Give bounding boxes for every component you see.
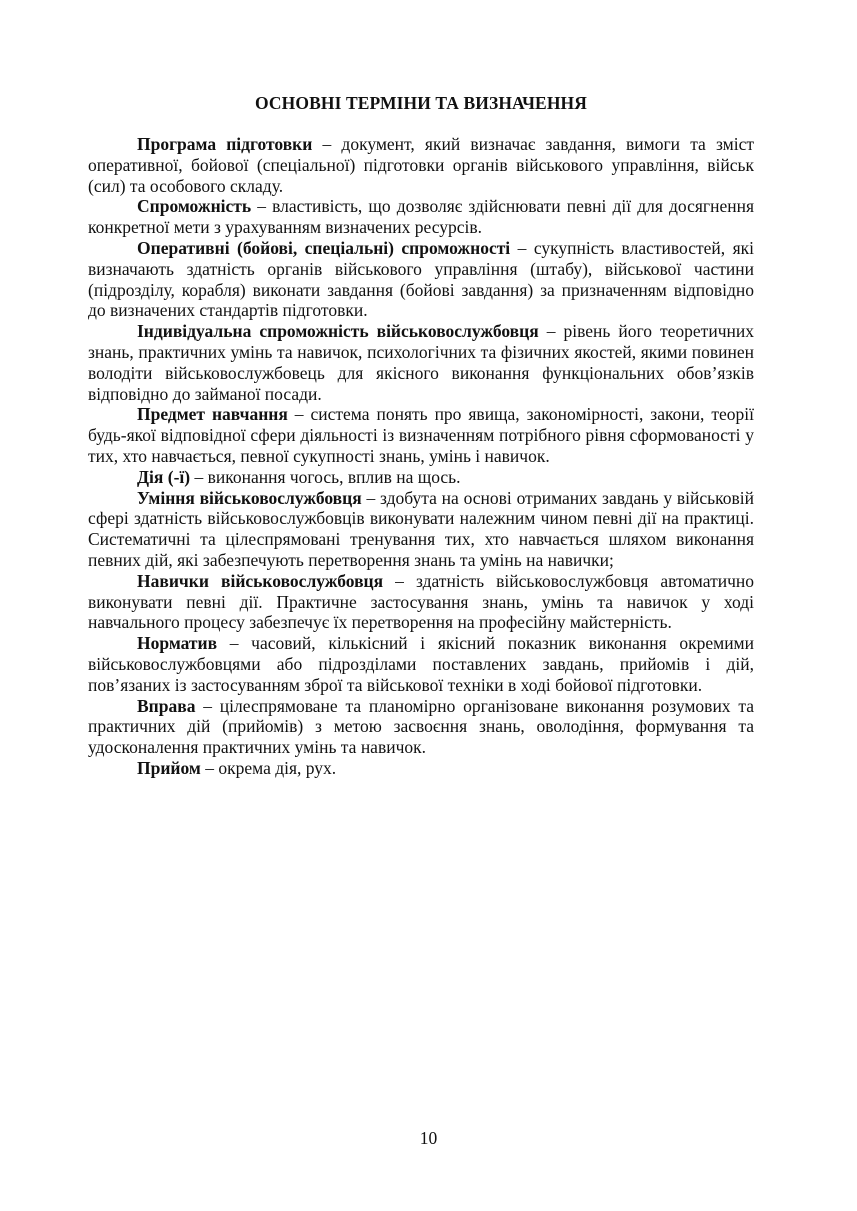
definition-paragraph [88,571,754,633]
definition-term: Навички військовослужбовця [137,570,384,591]
definition-text: – рівень його теоретичних знань, практичних умінь та навичок, психологічних та фізичних якостей, якими повинен володіти військовослужбовець для якісного виконання функціональних обов’язків відповідно до займаної посади. [88,321,754,404]
page-title: ОСНОВНІ ТЕРМІНИ ТА ВИЗНАЧЕННЯ [255,93,587,113]
definition-paragraph [88,696,754,758]
definition-term: Предмет навчання [137,404,288,425]
definition-term: Оперативні (бойові, спеціальні) спроможності [137,237,511,258]
definition-text: – документ, який визначає завдання, вимоги та зміст оперативної, бойової (спеціальної) підготовки органів військового управління, військ (сил) та особового складу. [88,134,754,196]
page-number: 10 [419,1128,438,1148]
definition-term: Вправа [137,695,196,716]
definition-term: Прийом [137,757,201,778]
definition-text: – здобута на основі отриманих завдань у військовій сфері здатність військовослужбовців виконувати належним чином певні дії на практиці. Систематичні та цілеспрямовані тренування тих, хто навчається шляхом виконання певних дій, які забезпечують перетворення знань та умінь на навички; [88,487,755,570]
definition-term: Спроможність [137,196,252,217]
definition-text: – окрема дія, рух. [200,757,337,778]
definitions-list [88,134,754,779]
definition-paragraph [88,633,754,695]
definition-text: – часовий, кількісний і якісний показник виконання окремими військовослужбовцями або підрозділами поставлених завдань, прийомів і дій, пов’язаних із застосуванням зброї та військової техніки в ході бойової підготовки. [88,633,754,695]
definition-paragraph [88,238,754,321]
definition-paragraph [88,196,754,238]
definition-text: – сукупність властивостей, які визначають здатність органів військового управління (штабу), військової частини (підрозділу, корабля) виконати завдання (бойові завдання) за призначенням відповідно до визначених стандартів підготовки. [88,237,754,321]
definition-text: – система понять про явища, закономірності, закони, теорії будь-якої відповідної сфери діяльності із визначенням потрібного рівня сформованості у тих, хто навчається, певної сукупності знань, умінь і навичок. [88,404,755,466]
definition-term: Дія (-ї) [137,466,191,487]
definition-term: Норматив [137,633,218,654]
definition-text: – властивість, що дозволяє здійснювати певні дії для досягнення конкретної мети з урахуванням визначених ресурсів. [88,196,754,238]
definition-text: – виконання чогось, вплив на щось. [190,466,461,487]
definition-text: – цілеспрямоване та планомірно організоване виконання розумових та практичних дій (прийомів) з метою засвоєння знань, оволодіння, формування та удосконалення практичних умінь та навичок. [88,695,754,758]
definition-paragraph [88,134,754,196]
definition-paragraph [88,488,754,571]
definition-paragraph [88,321,754,404]
definition-paragraph [88,467,754,488]
definition-term: Індивідуальна спроможність військовослужбовця [137,321,539,342]
definition-text: – здатність військовослужбовця автоматично виконувати певні дії. Практичне застосування знань, умінь та навичок у ході навчального процесу забезпечує їх перетворення на професійну майстерність. [88,570,754,633]
definition-term: Уміння військовослужбовця [137,487,362,508]
definition-paragraph [88,758,754,779]
definition-term: Програма підготовки [137,134,313,154]
definition-paragraph [88,404,754,466]
